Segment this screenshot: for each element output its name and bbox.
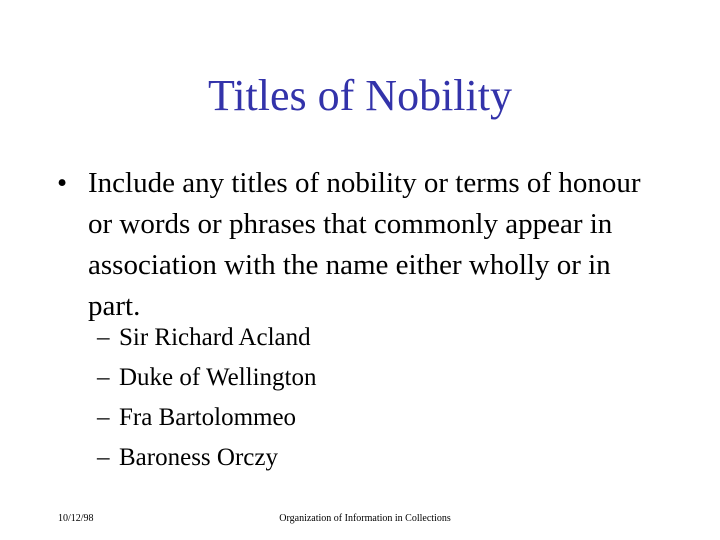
list-item <box>97 398 497 438</box>
dash-icon: – <box>97 364 110 391</box>
main-bullet <box>57 163 657 327</box>
footer-course-title: Organization of Information in Collections <box>279 513 451 524</box>
example-text: Baroness Orczy <box>119 444 278 471</box>
example-text: Duke of Wellington <box>119 364 317 391</box>
list-item <box>97 358 497 398</box>
examples-list <box>97 318 497 478</box>
dash-icon: – <box>97 324 110 351</box>
dash-icon: – <box>97 444 110 471</box>
example-text: Sir Richard Acland <box>119 324 311 351</box>
list-item <box>97 438 497 478</box>
footer-date: 10/12/98 <box>58 513 94 524</box>
example-text: Fra Bartolommeo <box>119 404 297 431</box>
list-item <box>97 318 497 358</box>
slide-title: Titles of Nobility <box>208 71 512 120</box>
main-bullet-row <box>57 163 657 327</box>
bullet-icon: • <box>57 167 68 199</box>
dash-icon: – <box>97 404 110 431</box>
main-bullet-text: Include any titles of nobility or terms of honour or words or phrases that commonly appear in association with the name either wholly or in part. <box>88 167 641 322</box>
